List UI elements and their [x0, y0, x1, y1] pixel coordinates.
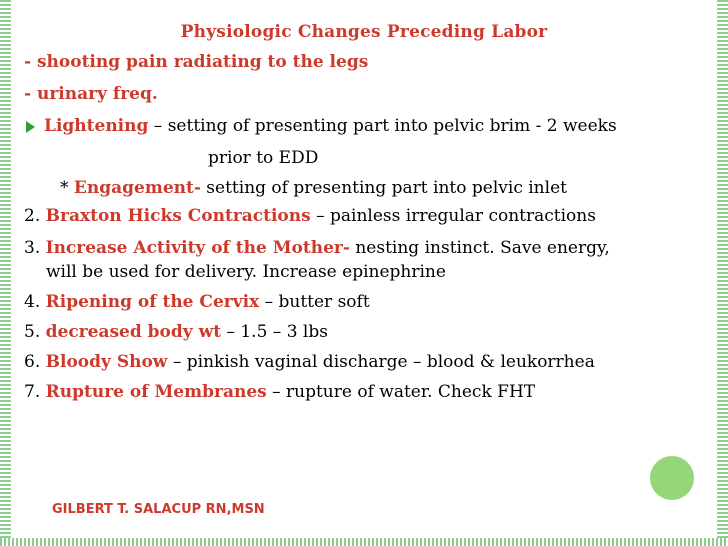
cervix-term: Ripening of the Cervix — [45, 292, 260, 312]
rupture-number: 7. — [24, 382, 46, 402]
show-term: Bloody Show — [45, 352, 168, 372]
cervix-desc: – butter soft — [259, 292, 370, 312]
rupture-term: Rupture of Membranes — [45, 382, 267, 402]
lightening-term: Lightening — [44, 116, 149, 136]
weight-term: decreased body wt — [45, 322, 222, 342]
line-bloody-show — [24, 352, 595, 372]
cervix-number: 4. — [24, 292, 46, 312]
braxton-desc: – painless irregular contractions — [310, 206, 596, 226]
bullet-arrow-icon — [26, 121, 35, 133]
engagement-term: Engagement- — [73, 178, 201, 198]
slide-title: Physiologic Changes Preceding Labor — [180, 22, 548, 42]
weight-number: 5. — [24, 322, 46, 342]
activity-desc: nesting instinct. Save energy, — [349, 238, 610, 258]
activity-term: Increase Activity of the Mother- — [45, 238, 350, 258]
lightening-desc: – setting of presenting part into pelvic brim - 2 weeks — [148, 116, 617, 136]
line-engagement — [60, 178, 567, 198]
show-desc: – pinkish vaginal discharge – blood & leukorrhea — [167, 352, 595, 372]
activity-number: 3. — [24, 238, 46, 258]
show-number: 6. — [24, 352, 46, 372]
braxton-term: Braxton Hicks Contractions — [45, 206, 311, 226]
line-increase-activity — [24, 238, 610, 258]
green-circle-decoration — [650, 456, 694, 500]
line-rupture-membranes — [24, 382, 535, 402]
engagement-prefix: * — [60, 178, 74, 198]
engagement-desc: setting of presenting part into pelvic inlet — [200, 178, 567, 198]
braxton-number: 2. — [24, 206, 46, 226]
bottom-border-decoration — [0, 538, 728, 546]
line-activity-cont: will be used for delivery. Increase epinephrine — [46, 262, 446, 282]
line-shooting-pain: - shooting pain radiating to the legs — [24, 52, 369, 72]
weight-desc: – 1.5 – 3 lbs — [221, 322, 328, 342]
line-body-weight — [24, 322, 328, 342]
left-border-decoration — [0, 0, 11, 546]
right-border-decoration — [717, 0, 728, 546]
line-ripening-cervix — [24, 292, 370, 312]
line-lightening — [24, 116, 617, 136]
author-footer: GILBERT T. SALACUP RN,MSN — [52, 502, 265, 517]
line-lightening-cont: prior to EDD — [208, 148, 319, 168]
line-urinary-freq: - urinary freq. — [24, 84, 158, 104]
line-braxton-hicks — [24, 206, 596, 226]
rupture-desc: – rupture of water. Check FHT — [266, 382, 536, 402]
